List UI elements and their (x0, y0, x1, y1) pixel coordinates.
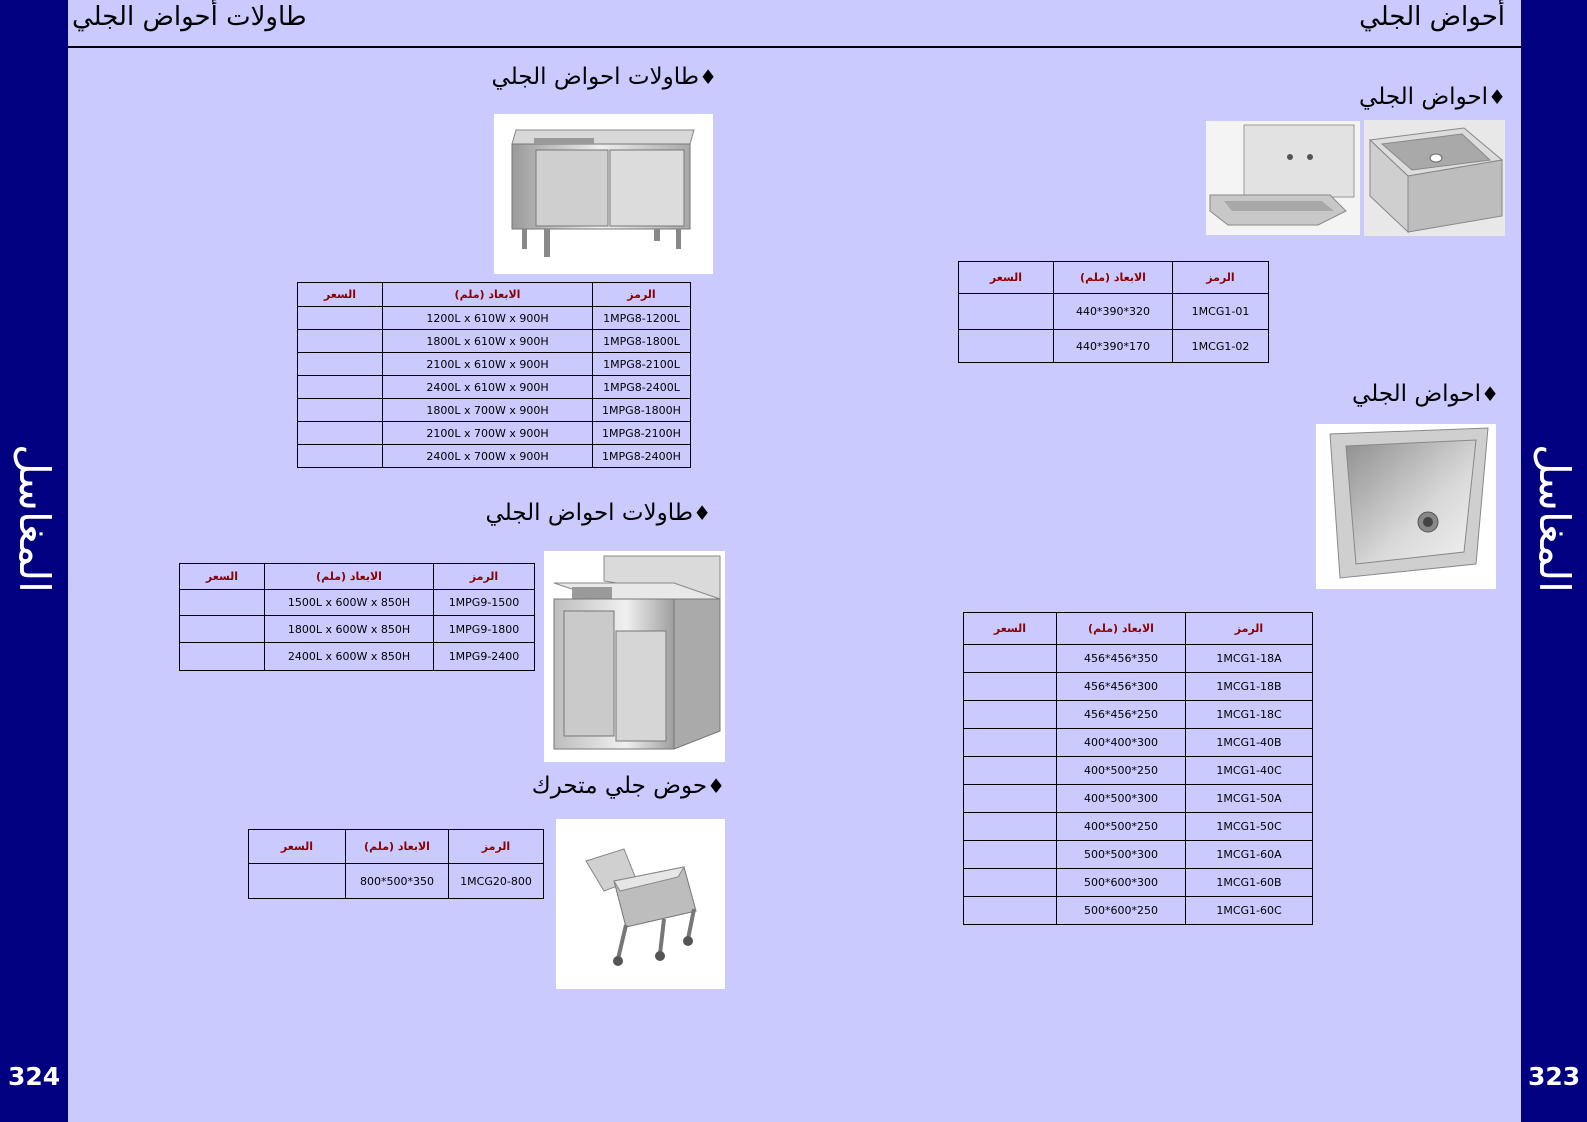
table-cell: 400*400*300 (1057, 729, 1186, 757)
table-cell (964, 729, 1057, 757)
table-cell (964, 673, 1057, 701)
left-side-category: المغاسل (10, 443, 59, 593)
table-row (298, 445, 691, 468)
spec-table-sink-tables-2 (179, 563, 535, 671)
col-header-price: السعر (180, 564, 265, 590)
table-cell: 1MPG8-1800H (593, 399, 691, 422)
table-cell: 1MPG9-2400 (434, 643, 535, 671)
right-side-category: المغاسل (1530, 443, 1579, 593)
col-header-dims: الابعاد (ملم) (383, 283, 593, 307)
table-row (180, 590, 535, 616)
table-cell (298, 307, 383, 330)
wall-hand-sink-image (1206, 121, 1360, 235)
col-header-price: السعر (959, 262, 1054, 294)
table-row (298, 422, 691, 445)
table-cell: 1MPG8-1800L (593, 330, 691, 353)
table-row (298, 376, 691, 399)
section-title-sinks-2: ♦احواض الجلي (1352, 381, 1499, 407)
col-header-dims: الابعاد (ملم) (346, 830, 449, 864)
table-cell (298, 376, 383, 399)
table-cell: 800*500*350 (346, 864, 449, 899)
col-header-code: الرمز (1173, 262, 1269, 294)
table-cell (298, 353, 383, 376)
table-cell: 2100L x 610W x 900H (383, 353, 593, 376)
col-header-code: الرمز (434, 564, 535, 590)
mop-sink-image (1364, 120, 1505, 236)
col-header-dims: الابعاد (ملم) (1057, 613, 1186, 645)
table-cell: 440*390*170 (1054, 330, 1173, 363)
table-row (959, 294, 1269, 330)
table-cell (964, 701, 1057, 729)
table-cell: 1MPG8-2400H (593, 445, 691, 468)
table-cell: 1MCG1-60A (1186, 841, 1313, 869)
table-cell: 1800L x 600W x 850H (265, 616, 434, 643)
table-cell (298, 422, 383, 445)
col-header-dims: الابعاد (ملم) (1054, 262, 1173, 294)
table-row (964, 869, 1313, 897)
table-row (964, 813, 1313, 841)
table-row (298, 353, 691, 376)
table-cell: 1500L x 600W x 850H (265, 590, 434, 616)
spec-table-sink-tables-1 (297, 282, 691, 468)
square-bowl-sink-image (1316, 424, 1496, 589)
table-cell: 1MPG8-2400L (593, 376, 691, 399)
table-cell (298, 445, 383, 468)
right-sidebar (1521, 0, 1587, 1122)
col-header-price: السعر (298, 283, 383, 307)
table-cell: 2400L x 610W x 900H (383, 376, 593, 399)
table-cell: 2100L x 700W x 900H (383, 422, 593, 445)
diamond-bullet-icon: ♦ (1481, 382, 1499, 406)
right-page-header: أحواض الجلي (1359, 2, 1505, 32)
table-cell (959, 330, 1054, 363)
table-row (964, 757, 1313, 785)
table-row (298, 330, 691, 353)
left-page-header: طاولات أحواض الجلي (72, 2, 307, 32)
table-row (249, 864, 544, 899)
table-cell (964, 869, 1057, 897)
table-cell: 1MPG8-1200L (593, 307, 691, 330)
col-header-code: الرمز (449, 830, 544, 864)
table-cell (180, 616, 265, 643)
table-cell (964, 757, 1057, 785)
table-cell (298, 330, 383, 353)
table-cell: 1MPG8-2100L (593, 353, 691, 376)
table-row (298, 399, 691, 422)
table-cell: 400*500*300 (1057, 785, 1186, 813)
table-row (959, 330, 1269, 363)
col-header-code: الرمز (593, 283, 691, 307)
table-cell: 400*500*250 (1057, 757, 1186, 785)
table-cell: 1MCG1-50A (1186, 785, 1313, 813)
table-cell (964, 841, 1057, 869)
table-cell (964, 645, 1057, 673)
table-cell: 1MPG8-2100H (593, 422, 691, 445)
table-row (298, 307, 691, 330)
table-row (964, 645, 1313, 673)
table-cell: 1MCG1-18B (1186, 673, 1313, 701)
table-cell: 1800L x 610W x 900H (383, 330, 593, 353)
table-cell: 1MCG1-40B (1186, 729, 1313, 757)
spec-table-sinks-2 (963, 612, 1313, 925)
table-cell: 1MPG9-1800 (434, 616, 535, 643)
section-title-sinks-1: ♦احواض الجلي (1359, 84, 1506, 110)
table-cell: 1MCG1-01 (1173, 294, 1269, 330)
table-row (180, 643, 535, 671)
col-header-code: الرمز (1186, 613, 1313, 645)
table-cell: 1MPG9-1500 (434, 590, 535, 616)
table-cell: 1MCG1-18C (1186, 701, 1313, 729)
table-cell: 400*500*250 (1057, 813, 1186, 841)
header-divider (68, 46, 1521, 48)
sink-table-with-backsplash-image (544, 551, 725, 762)
table-row (964, 897, 1313, 925)
table-cell: 456*456*300 (1057, 673, 1186, 701)
table-row (964, 701, 1313, 729)
table-row (964, 729, 1313, 757)
right-page-number: 323 (1528, 1062, 1581, 1091)
table-cell: 1MCG1-50C (1186, 813, 1313, 841)
table-cell (180, 643, 265, 671)
col-header-dims: الابعاد (ملم) (265, 564, 434, 590)
table-cell (959, 294, 1054, 330)
section-title-sink-tables-2: ♦طاولات احواض الجلي (485, 500, 711, 526)
mobile-sink-image (556, 819, 725, 989)
table-cell: 1MCG1-60C (1186, 897, 1313, 925)
table-cell: 1200L x 610W x 900H (383, 307, 593, 330)
diamond-bullet-icon: ♦ (707, 774, 725, 798)
table-cell: 1MCG1-02 (1173, 330, 1269, 363)
spec-table-sinks-1 (958, 261, 1269, 363)
col-header-price: السعر (249, 830, 346, 864)
spec-table-mobile-sink (248, 829, 544, 899)
table-cell: 456*456*350 (1057, 645, 1186, 673)
table-cell (180, 590, 265, 616)
diamond-bullet-icon: ♦ (699, 65, 717, 89)
diamond-bullet-icon: ♦ (693, 501, 711, 525)
diamond-bullet-icon: ♦ (1488, 85, 1506, 109)
table-cell: 500*600*250 (1057, 897, 1186, 925)
left-page-number: 324 (8, 1062, 61, 1091)
table-row (964, 785, 1313, 813)
table-row (964, 673, 1313, 701)
table-cell: 2400L x 600W x 850H (265, 643, 434, 671)
table-cell (249, 864, 346, 899)
table-row (180, 616, 535, 643)
table-row (964, 841, 1313, 869)
table-cell: 2400L x 700W x 900H (383, 445, 593, 468)
table-cell: 1MCG1-60B (1186, 869, 1313, 897)
table-cell (298, 399, 383, 422)
table-cell (964, 813, 1057, 841)
table-cell: 1MCG20-800 (449, 864, 544, 899)
table-cell: 500*600*300 (1057, 869, 1186, 897)
table-cell: 456*456*250 (1057, 701, 1186, 729)
sink-table-cabinet-image (494, 114, 713, 274)
table-cell: 1800L x 700W x 900H (383, 399, 593, 422)
table-cell: 1MCG1-40C (1186, 757, 1313, 785)
col-header-price: السعر (964, 613, 1057, 645)
section-title-mobile-sink: ♦حوض جلي متحرك (531, 773, 725, 799)
left-sidebar (0, 0, 68, 1122)
table-cell: 1MCG1-18A (1186, 645, 1313, 673)
table-cell: 440*390*320 (1054, 294, 1173, 330)
table-cell: 500*500*300 (1057, 841, 1186, 869)
section-title-sink-tables-1: ♦طاولات احواض الجلي (491, 64, 717, 90)
table-cell (964, 785, 1057, 813)
table-cell (964, 897, 1057, 925)
